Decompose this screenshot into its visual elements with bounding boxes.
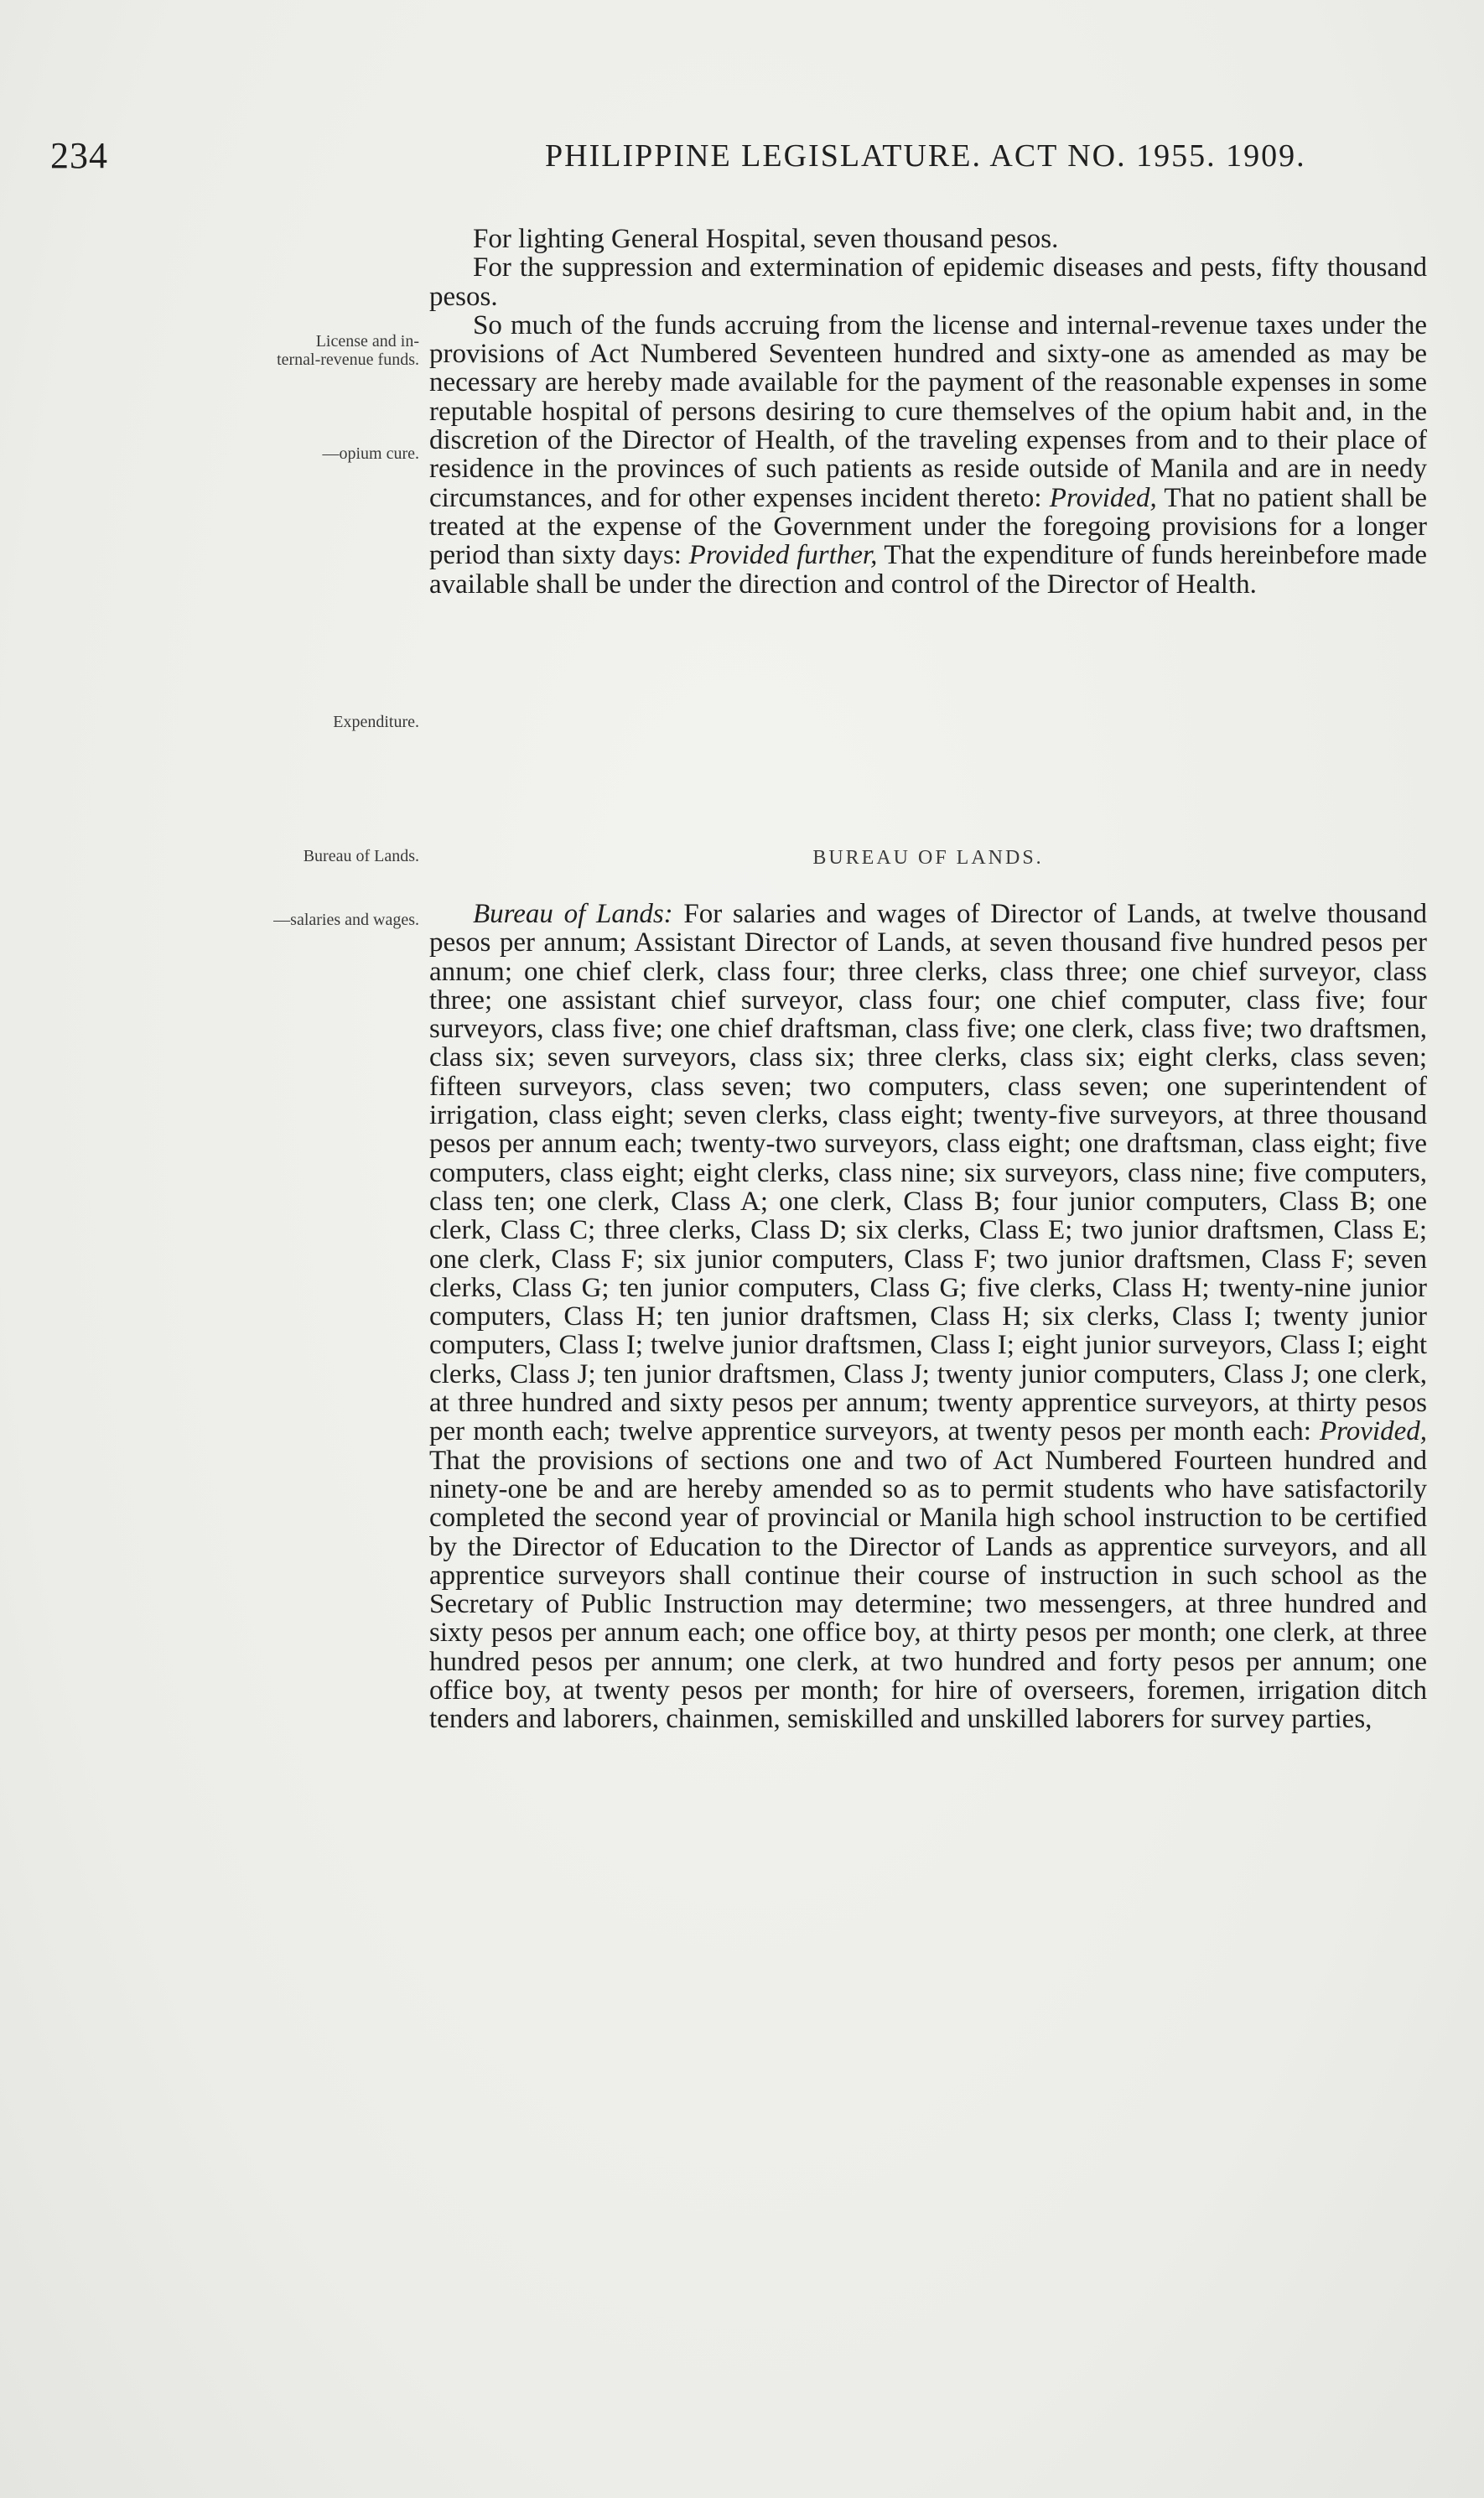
paragraph-text: That the expenditure of funds hereinbefore made available shall be under the direction and control of the Director of Health. — [429, 540, 1427, 600]
section-lead-italic: Bureau of Lands: — [473, 899, 673, 929]
provided-italic: Provided, — [1049, 482, 1157, 513]
appropriations-text — [429, 225, 1427, 599]
provided-italic: Provided, — [1320, 1416, 1427, 1447]
paragraph-text: That no patient shall be treated at the expense of the Government under the foregoing provisions for a longer period than sixty days: — [429, 482, 1428, 571]
paragraph-text: So much of the funds accruing from the license and internal-revenue taxes under the provisions of Act Numbered Seventeen hundred and sixty-one as amended as may be necessary are hereby made available for the payment of the reasonable expenses in some reputable hospital of persons desiring to cure themselves of the opium habit and, in the discretion of the Director of Health, of the traveling expenses from and to their place of residence in the provinces of such patients as reside outside of Manila and are in needy circumstances, and for other expenses incident thereto: — [429, 309, 1427, 513]
paragraph-opium-cure — [429, 311, 1427, 599]
section-heading: BUREAU OF LANDS. — [812, 847, 1044, 869]
page-number: 234 — [50, 135, 108, 176]
paragraph-text: That the provisions of sections one and two of Act Numbered Fourteen hundred and ninety-one be and are hereby amended so as to permit students who have satisfactorily completed the second year of provincial or Manila high school instruction to be certified by the Director of Education to the Director of Lands as apprentice surveyors, and all apprentice surveyors shall continue their course of instruction in such school as the Secretary of Public Instruction may determine; two messengers, at three hundred and sixty pesos per annum each; one office boy, at thirty pesos per month; one clerk, at three hundred pesos per annum; one clerk, at two hundred and forty pesos per annum; one office boy, at twenty pesos per month; for hire of overseers, foremen, irrigation ditch tenders and laborers, chainmen, semiskilled and unskilled laborers for survey parties, — [429, 1445, 1427, 1735]
paragraph-hospital-lighting: For lighting General Hospital, seven thousand pesos. — [473, 224, 1059, 254]
provided-further-italic: Provided further, — [688, 540, 878, 571]
margin-note-bureau-of-lands: Bureau of Lands. — [303, 847, 419, 865]
margin-note-license-funds: License and in- ternal-revenue funds. — [277, 332, 419, 369]
paragraph-text: For salaries and wages of Director of Lands, at twelve thousand pesos per annum; Assistant Director of Lands, at seven thousand five hundred pesos per annum; one chief clerk, class four; three clerks, class three; one chief surveyor, class three; one assistant chief surveyor, class four; one chief computer, class five; four surveyors, class five; one chief draftsman, class five; one clerk, class five; two draftsmen, class six; seven surveyors, class six; three clerks, class six; eight clerks, class seven; fifteen surveyors, class seven; two computers, class seven; one superintendent of irrigation, class eight; seven clerks, class eight; twenty-five surveyors, at three thousand pesos per annum each; twenty-two surveyors, class eight; one draftsman, class eight; five computers, class eight; eight clerks, class nine; six surveyors, class nine; five computers, class ten; one clerk, Class A; one clerk, Class B; four junior computers, Class B; one clerk, Class C; three clerks, Class D; six clerks, Class E; two junior draftsmen, Class E; one clerk, Class F; six junior computers, Class F; two junior draftsmen, Class F; seven clerks, Class G; ten junior computers, Class G; five clerks, Class H; twenty-nine junior computers, Class H; ten junior draftsmen, Class H; six clerks, Class I; twenty junior computers, Class I; twelve junior draftsmen, Class I; eight junior surveyors, Class I; eight clerks, Class J; ten junior draftsmen, Class J; twenty junior computers, Class J; one clerk, at three hundred and sixty pesos per annum; twenty apprentice surveyors, at thirty pesos per month each; twelve apprentice surveyors, at twenty pesos per month each: — [429, 899, 1427, 1447]
paragraph-epidemic-diseases: For the suppression and extermination of epidemic diseases and pests, fifty thousand pesos. — [429, 252, 1427, 312]
paragraph-bureau-of-lands — [429, 900, 1427, 1734]
bureau-of-lands-text — [429, 900, 1427, 1734]
margin-note-salaries-wages: —salaries and wages. — [273, 911, 419, 929]
running-head: PHILIPPINE LEGISLATURE. ACT NO. 1955. 1909. — [545, 138, 1306, 174]
margin-notes — [126, 0, 419, 2498]
margin-note-opium-cure: —opium cure. — [322, 444, 419, 463]
margin-note-expenditure: Expenditure. — [333, 713, 419, 731]
